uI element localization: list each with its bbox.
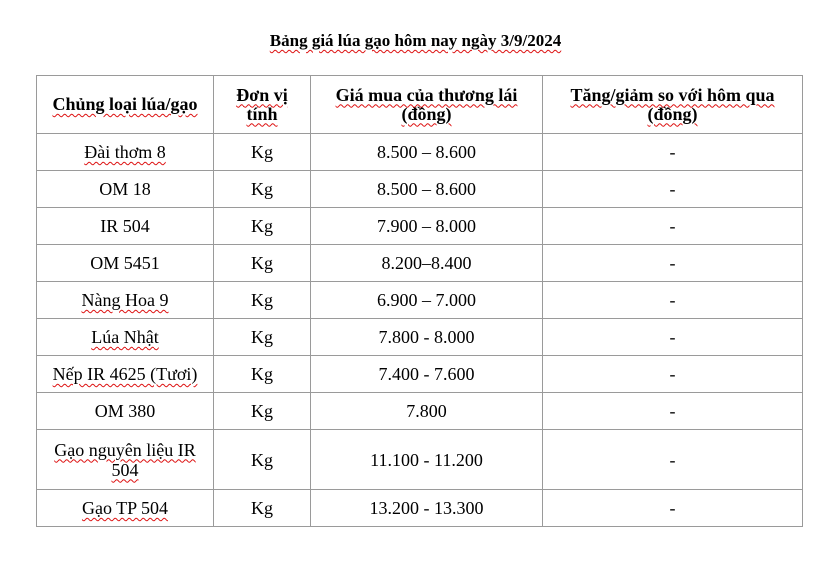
cell-change: - — [543, 319, 803, 356]
cell-change: - — [543, 490, 803, 527]
cell-unit: Kg — [214, 356, 311, 393]
table-row — [37, 356, 803, 393]
cell-unit: Kg — [214, 393, 311, 430]
cell-change: - — [543, 356, 803, 393]
cell-unit: Kg — [214, 134, 311, 171]
cell-unit: Kg — [214, 490, 311, 527]
cell-price: 7.800 - 8.000 — [311, 319, 543, 356]
table-row — [37, 319, 803, 356]
cell-unit: Kg — [214, 319, 311, 356]
table-row — [37, 208, 803, 245]
header-rice-type: Chủng loại lúa/gạo — [37, 76, 214, 134]
cell-rice-type: OM 380 — [37, 393, 214, 430]
cell-rice-type: Đài thơm 8 — [37, 134, 214, 171]
cell-price: 7.800 — [311, 393, 543, 430]
table-row — [37, 282, 803, 319]
table-row — [37, 430, 803, 490]
cell-rice-type: Nàng Hoa 9 — [37, 282, 214, 319]
cell-price: 7.400 - 7.600 — [311, 356, 543, 393]
cell-change: - — [543, 208, 803, 245]
cell-change: - — [543, 245, 803, 282]
title-text: Bảng giá lúa gạo hôm nay ngày 3/9/2024 — [269, 31, 562, 50]
cell-rice-type: OM 5451 — [37, 245, 214, 282]
cell-rice-type: IR 504 — [37, 208, 214, 245]
cell-price: 7.900 – 8.000 — [311, 208, 543, 245]
cell-change: - — [543, 171, 803, 208]
cell-change: - — [543, 430, 803, 490]
cell-rice-type: Gạo TP 504 — [37, 490, 214, 527]
cell-rice-type: Lúa Nhật — [37, 319, 214, 356]
table-row — [37, 245, 803, 282]
cell-unit: Kg — [214, 208, 311, 245]
cell-unit: Kg — [214, 282, 311, 319]
table-row — [37, 490, 803, 527]
cell-rice-type: OM 18 — [37, 171, 214, 208]
cell-price: 13.200 - 13.300 — [311, 490, 543, 527]
header-change: Tăng/giảm so với hôm qua (đồng) — [543, 76, 803, 134]
table-row — [37, 134, 803, 171]
table-row — [37, 393, 803, 430]
table-row — [37, 171, 803, 208]
cell-price: 6.900 – 7.000 — [311, 282, 543, 319]
cell-change: - — [543, 282, 803, 319]
cell-change: - — [543, 134, 803, 171]
cell-price: 8.200–8.400 — [311, 245, 543, 282]
header-trader-price: Giá mua của thương lái (đồng) — [311, 76, 543, 134]
page-title — [0, 30, 831, 52]
cell-price: 8.500 – 8.600 — [311, 134, 543, 171]
cell-price: 8.500 – 8.600 — [311, 171, 543, 208]
cell-unit: Kg — [214, 430, 311, 490]
cell-unit: Kg — [214, 245, 311, 282]
cell-rice-type: Gạo nguyên liệu IR 504 — [37, 430, 214, 490]
cell-price: 11.100 - 11.200 — [311, 430, 543, 490]
table-header-row — [37, 76, 803, 134]
header-unit: Đơn vị tính — [214, 76, 311, 134]
rice-price-table — [36, 75, 803, 527]
cell-unit: Kg — [214, 171, 311, 208]
cell-rice-type: Nếp IR 4625 (Tươi) — [37, 356, 214, 393]
cell-change: - — [543, 393, 803, 430]
